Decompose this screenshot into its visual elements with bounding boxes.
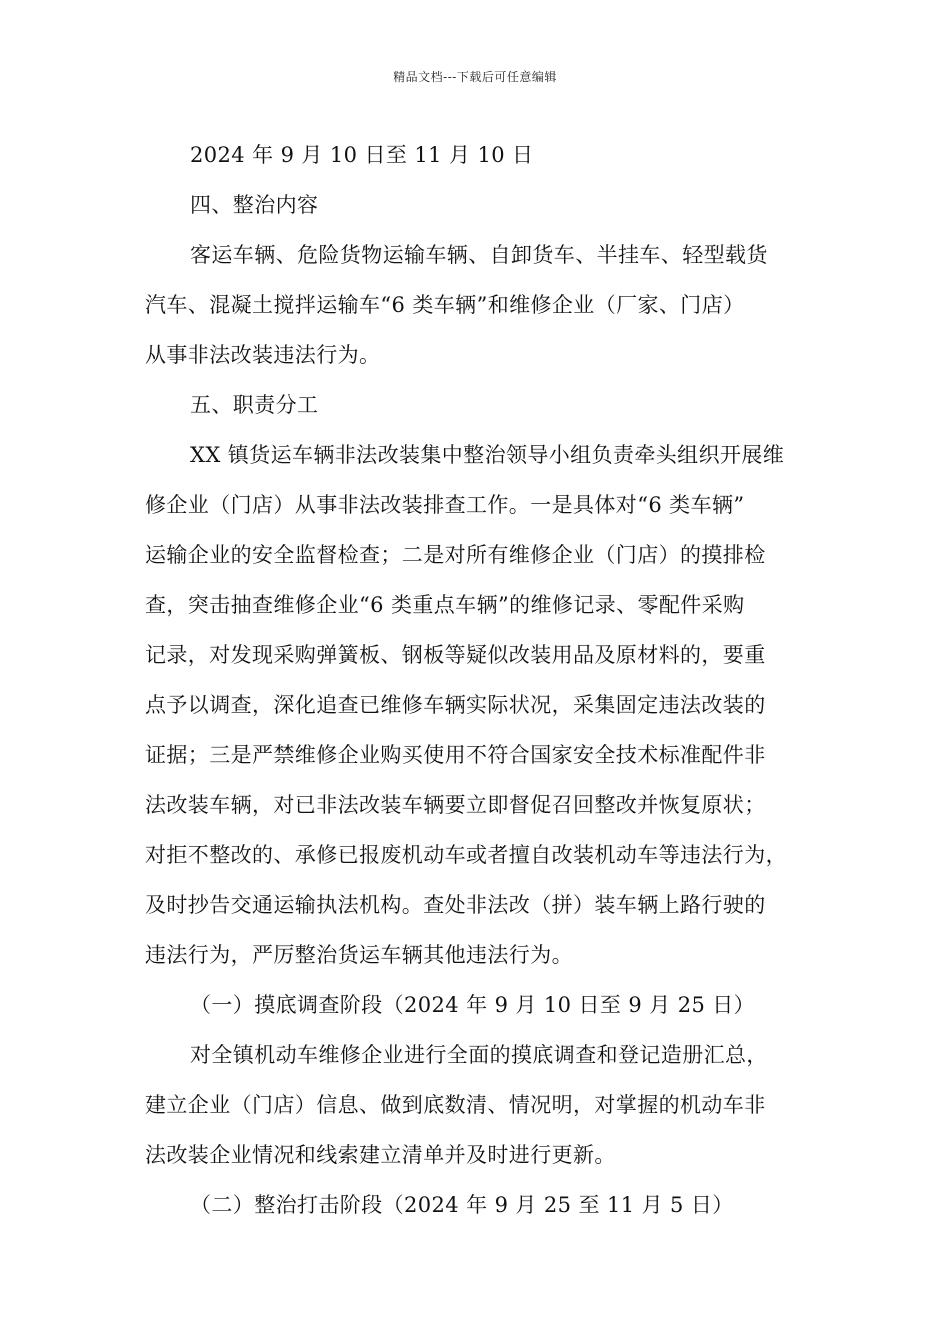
text-line: 对拒不整改的、承修已报废机动车或者擅自改装机动车等违法行为， <box>145 843 787 867</box>
text-line: 四、整治内容 <box>190 193 319 217</box>
text-line: 修企业（门店）从事非法改装排查工作。一是具体对“6 类车辆” <box>145 493 745 517</box>
text-line: 2024 年 9 月 10 日至 11 月 10 日 <box>190 143 534 167</box>
text-line: 点予以调查，深化追查已维修车辆实际状况，采集固定违法改装的 <box>145 693 766 717</box>
text-line: XX 镇货运车辆非法改装集中整治领导小组负责牵头组织开展维 <box>190 443 785 467</box>
page-header: 精品文档---下载后可任意编辑 <box>393 70 557 84</box>
text-line: （二）整治打击阶段（2024 年 9 月 25 至 11 月 5 日） <box>190 1193 734 1217</box>
text-line: 法改装车辆，对已非法改装车辆要立即督促召回整改并恢复原状； <box>145 793 766 817</box>
text-line: （一）摸底调查阶段（2024 年 9 月 10 日至 9 月 25 日） <box>190 993 756 1017</box>
text-line: 违法行为，严厉整治货运车辆其他违法行为。 <box>145 943 573 967</box>
text-line: 对全镇机动车维修企业进行全面的摸底调查和登记造册汇总， <box>190 1043 768 1067</box>
text-line: 汽车、混凝土搅拌运输车“6 类车辆”和维修企业（厂家、门店） <box>145 293 745 317</box>
text-line: 记录，对发现采购弹簧板、钢板等疑似改装用品及原材料的，要重 <box>145 643 766 667</box>
text-line: 五、职责分工 <box>190 393 319 417</box>
text-line: 法改装企业情况和线索建立清单并及时进行更新。 <box>145 1143 616 1167</box>
text-line: 及时抄告交通运输执法机构。查处非法改（拼）装车辆上路行驶的 <box>145 893 766 917</box>
text-line: 运输企业的安全监督检查；二是对所有维修企业（门店）的摸排检 <box>145 543 766 567</box>
text-line: 建立企业（门店）信息、做到底数清、情况明，对掌握的机动车非 <box>145 1093 766 1117</box>
text-line: 查，突击抽查维修企业“6 类重点车辆”的维修记录、零配件采购 <box>145 593 745 617</box>
text-line: 证据；三是严禁维修企业购买使用不符合国家安全技术标准配件非 <box>145 743 766 767</box>
text-line: 客运车辆、危险货物运输车辆、自卸货车、半挂车、轻型载货 <box>190 243 768 267</box>
text-line: 从事非法改装违法行为。 <box>145 343 381 367</box>
document-body <box>145 130 810 1230</box>
